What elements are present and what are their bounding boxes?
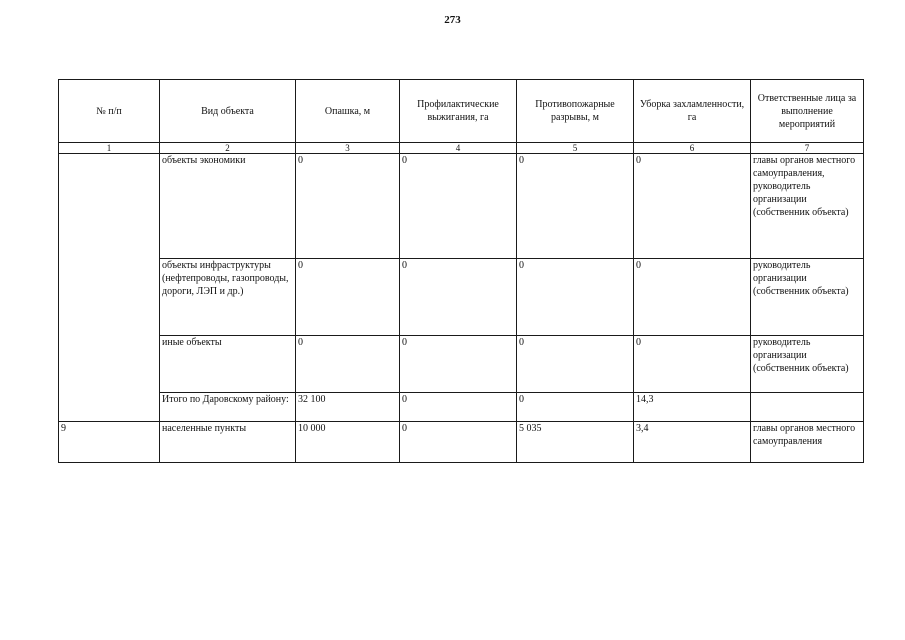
table-row <box>59 422 864 463</box>
header-cell-number: № п/п <box>59 80 160 143</box>
header-cell-firebreaks: Противопожарные разрывы, м <box>517 80 634 143</box>
cell-firebreaks: 0 <box>517 393 634 422</box>
header-cell-object-type: Вид объекта <box>160 80 296 143</box>
cell-cleanup: 3,4 <box>634 422 751 463</box>
column-number-row <box>59 143 864 154</box>
column-number: 4 <box>400 143 517 154</box>
cell-ploughing: 10 000 <box>296 422 400 463</box>
header-cell-ploughing: Опашка, м <box>296 80 400 143</box>
cell-object-type: объекты инфраструктуры (нефтепроводы, газопроводы, дороги, ЛЭП и др.) <box>160 259 296 336</box>
table-row-total <box>59 393 864 422</box>
cell-cleanup: 0 <box>634 154 751 259</box>
column-number: 1 <box>59 143 160 154</box>
header-row <box>59 80 864 143</box>
cell-object-type: населенные пункты <box>160 422 296 463</box>
cell-cleanup: 0 <box>634 259 751 336</box>
cell-cleanup: 0 <box>634 336 751 393</box>
cell-object-type: Итого по Даровскому району: <box>160 393 296 422</box>
table-row <box>59 336 864 393</box>
cell-firebreaks: 0 <box>517 154 634 259</box>
cell-burning: 0 <box>400 259 517 336</box>
cell-ploughing: 32 100 <box>296 393 400 422</box>
cell-ploughing: 0 <box>296 259 400 336</box>
cell-firebreaks: 0 <box>517 336 634 393</box>
cell-object-type: иные объекты <box>160 336 296 393</box>
table-row <box>59 154 864 259</box>
cell-number-merged <box>59 154 160 422</box>
cell-responsible: главы органов местного самоуправления, руководитель организации (собственник объекта) <box>751 154 864 259</box>
cell-ploughing: 0 <box>296 154 400 259</box>
cell-object-type: объекты экономики <box>160 154 296 259</box>
cell-burning: 0 <box>400 336 517 393</box>
cell-firebreaks: 5 035 <box>517 422 634 463</box>
cell-firebreaks: 0 <box>517 259 634 336</box>
cell-responsible: главы органов местного самоуправления <box>751 422 864 463</box>
column-number: 2 <box>160 143 296 154</box>
column-number: 6 <box>634 143 751 154</box>
cell-responsible <box>751 393 864 422</box>
column-number: 5 <box>517 143 634 154</box>
cell-ploughing: 0 <box>296 336 400 393</box>
cell-cleanup: 14,3 <box>634 393 751 422</box>
cell-burning: 0 <box>400 154 517 259</box>
header-cell-responsible: Ответственные лица за выполнение мероприятий <box>751 80 864 143</box>
page-number: 273 <box>444 14 461 26</box>
header-cell-burning: Профилактические выжигания, га <box>400 80 517 143</box>
column-number: 3 <box>296 143 400 154</box>
cell-responsible: руководитель организации (собственник объекта) <box>751 336 864 393</box>
column-number: 7 <box>751 143 864 154</box>
cell-number: 9 <box>59 422 160 463</box>
cell-burning: 0 <box>400 393 517 422</box>
cell-burning: 0 <box>400 422 517 463</box>
table-row <box>59 259 864 336</box>
header-cell-cleanup: Уборка захламленности, га <box>634 80 751 143</box>
cell-responsible: руководитель организации (собственник объекта) <box>751 259 864 336</box>
fire-prevention-table <box>58 79 864 463</box>
